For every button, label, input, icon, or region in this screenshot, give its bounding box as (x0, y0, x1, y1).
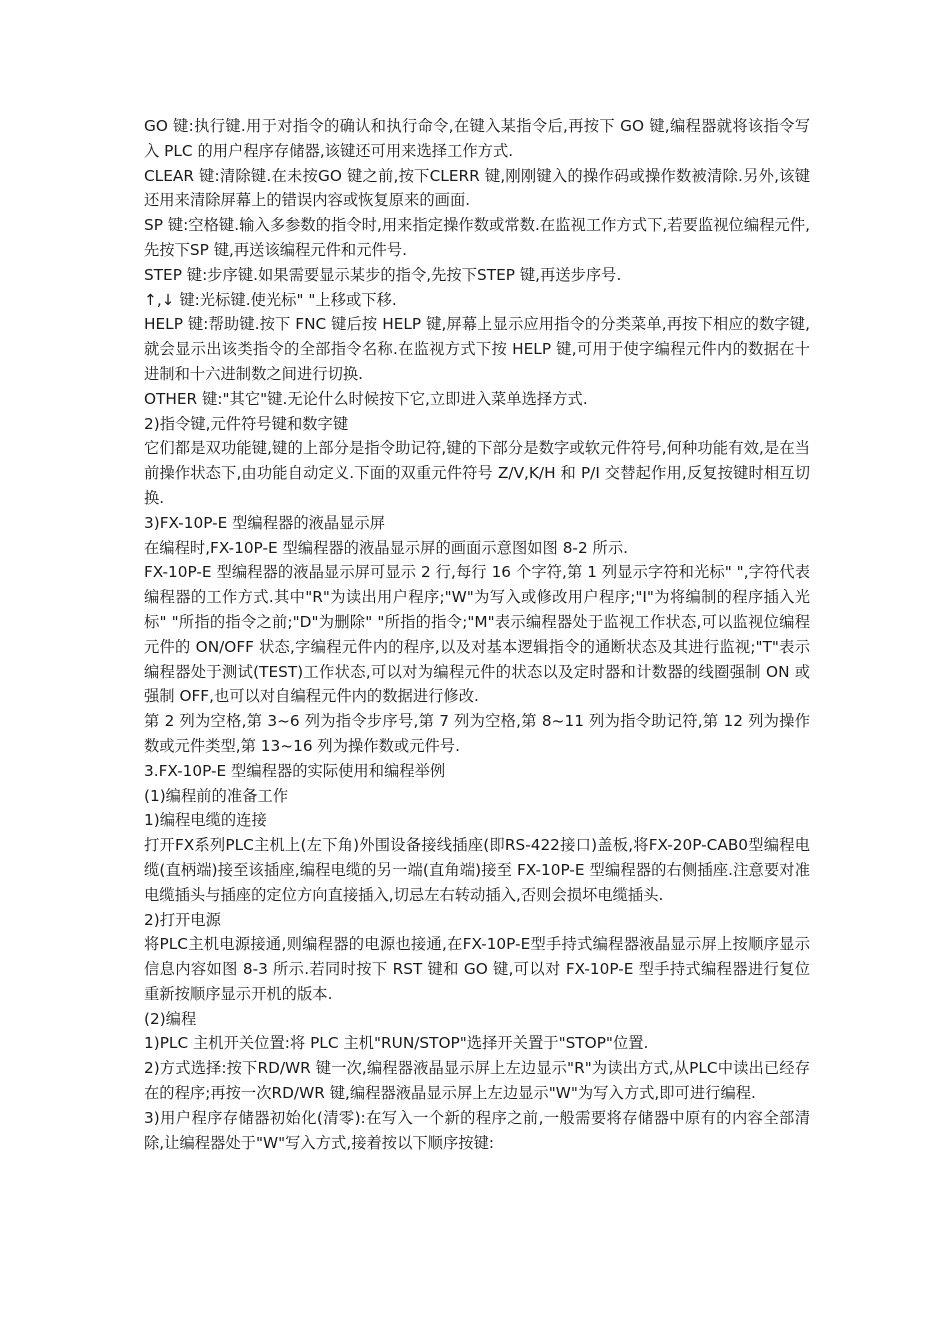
paragraph-memory-init: 3)用户程序存储器初始化(清零):在写入一个新的程序之前,一般需要将存储器中原有的内容全部清除,让编程器处于"W"写入方式,接着按以下顺序按键: (144, 1108, 810, 1152)
paragraph-lcd-figure-ref: 在编程时,FX-10P-E 型编程器的液晶显示屏的画面示意图如图 8-2 所示. (144, 538, 628, 557)
subsection-heading-preparation: (1)编程前的准备工作 (144, 786, 289, 805)
section-heading-instruction-keys: 2)指令键,元件符号键和数字键 (144, 414, 349, 433)
paragraph-lcd-description: FX-10P-E 型编程器的液晶显示屏可显示 2 行,每行 16 个字符,第 1 列显示字符和光标" ",字符代表编程器的工作方式.其中"R"为读出用户程序;"W"为写入或修改用户程序;"I"为将编制的程序插入光标" "所指的指令之前;"D"为删除" "所指的指令;"M"表示编程器处于监视工作状态,可以监视位编程元件的 ON/OFF 状态,字编程元件内的程序,以及对基本逻辑指令的通断状态及其进行监视;"T"表示编程器处于测试(TEST)工作状态,可以对为编程元件的状态以及定时器和计数器的线圈强制 ON 或强制 OFF,也可以对自编程元件内的数据进行修改. (144, 563, 810, 706)
paragraph-power-on: 将PLC主机电源接通,则编程器的电源也接通,在FX-10P-E型手持式编程器液晶显示屏上按顺序显示信息内容如图 8-3 所示.若同时按下 RST 键和 GO 键,可以对 FX-10P-E 型手持式编程器进行复位重新按顺序显示开机的版本. (144, 935, 810, 1003)
paragraph-mode-selection: 2)方式选择:按下RD/WR 键一次,编程器液晶显示屏上左边显示"R"为读出方式,从PLC中读出已经存在的程序;再按一次RD/WR 键,编程器液晶显示屏上左边显示"W"为写入方式,即可进行编程. (144, 1059, 810, 1103)
paragraph-sp-key: SP 键:空格键.输入多参数的指令时,用来指定操作数或常数.在监视工作方式下,若要监视位编程元件,先按下SP 键,再送该编程元件和元件号. (144, 216, 810, 259)
paragraph-go-key: GO 键:执行键.用于对指令的确认和执行命令,在键入某指令后,再按下 GO 键,编程器就将该指令写入 PLC 的用户程序存储器,该键还可用来选择工作方式. (144, 117, 810, 160)
paragraph-cursor-key: ↑,↓ 键:光标键.使光标" "上移或下移. (144, 290, 397, 309)
subsection-heading-cable: 1)编程电缆的连接 (144, 811, 267, 830)
document-body (144, 114, 810, 1155)
section-heading-lcd: 3)FX-10P-E 型编程器的液晶显示屏 (144, 513, 386, 532)
paragraph-cable-connection: 打开FX系列PLC主机上(左下角)外围设备接线插座(即RS-422接口)盖板,将FX-20P-CAB0型编程电缆(直柄端)接至该插座,编程电缆的另一端(直角端)接至 FX-10P-E 型编程器的右侧插座.注意要对准电缆插头与插座的定位方向直接插入,切忌左右转动插入,否则会损坏电缆插头. (144, 836, 810, 904)
paragraph-dual-function-keys: 它们都是双功能键,键的上部分是指令助记符,键的下部分是数字或软元件符号,何种功能有效,是在当前操作状态下,由功能自动定义.下面的双重元件符号 Z/V,K/H 和 P/I 交替起作用,反复按键时相互切换. (144, 439, 810, 507)
paragraph-step-key: STEP 键:步序键.如果需要显示某步的指令,先按下STEP 键,再送步序号. (144, 265, 622, 284)
section-heading-usage: 3.FX-10P-E 型编程器的实际使用和编程举例 (144, 761, 446, 780)
paragraph-other-key: OTHER 键:"其它"键.无论什么时候按下它,立即进入菜单选择方式. (144, 389, 588, 408)
paragraph-clear-key: CLEAR 键:清除键.在未按GO 键之前,按下CLERR 键,刚刚键入的操作码或操作数被清除.另外,该键还用来清除屏幕上的错误内容或恢复原来的画面. (144, 166, 810, 210)
paragraph-help-key: HELP 键:帮助键.按下 FNC 键后按 HELP 键,屏幕上显示应用指令的分类菜单,再按下相应的数字键,就会显示出该类指令的全部指令名称.在监视方式下按 HELP 键,可用于使字编程元件内的数据在十进制和十六进制数之间进行切换. (144, 315, 810, 383)
paragraph-lcd-columns: 第 2 列为空格,第 3~6 列为指令步序号,第 7 列为空格,第 8~11 列为指令助记符,第 12 列为操作数或元件类型,第 13~16 列为操作数或元件号. (144, 712, 810, 755)
paragraph-switch-position: 1)PLC 主机开关位置:将 PLC 主机"RUN/STOP"选择开关置于"STOP"位置. (144, 1034, 649, 1053)
subsection-heading-programming: (2)编程 (144, 1009, 197, 1028)
subsection-heading-power: 2)打开电源 (144, 910, 221, 929)
